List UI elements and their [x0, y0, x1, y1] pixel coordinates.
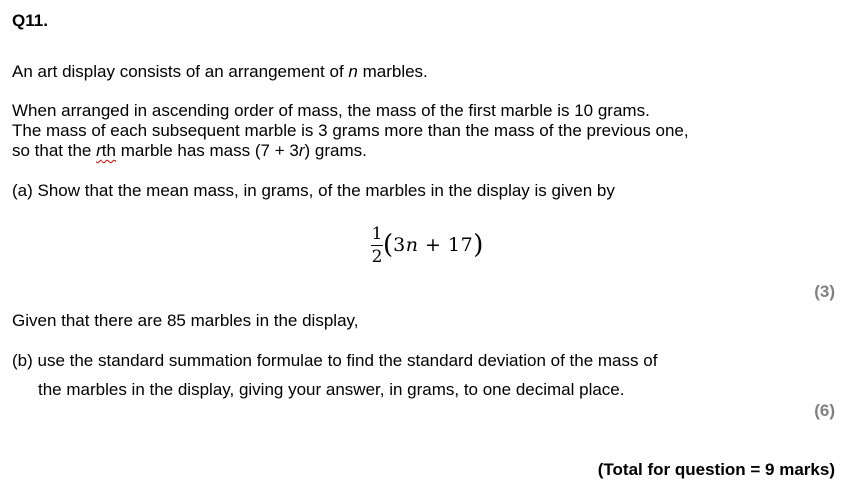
para3-variable-r2: r [298, 141, 305, 160]
para3-variable-r: r [96, 141, 102, 160]
formula-expression [393, 234, 473, 256]
formula-variable-n: n [405, 234, 419, 256]
intro-variable-n: n [348, 62, 358, 81]
marks-part-b: (6) [814, 401, 835, 420]
part-a-text: (a) Show that the mean mass, in grams, of the marbles in the display is given by [12, 181, 615, 200]
para3-before: so that the [12, 141, 97, 160]
intro-before: An art display consists of an arrangement of [12, 62, 349, 81]
paragraph-line-1: When arranged in ascending order of mass, the mass of the first marble is 10 grams. [12, 101, 650, 120]
para3-th: th [101, 141, 116, 160]
intro-after: marbles. [357, 62, 428, 81]
para3-mid: marble has mass (7 + 3 [115, 141, 299, 160]
marks-part-a: (3) [814, 282, 835, 301]
intro-text [12, 62, 428, 82]
formula-coefficient: 3 [393, 234, 406, 256]
formula-open-paren: ( [383, 230, 394, 260]
paragraph-line-2: The mass of each subsequent marble is 3 grams more than the mass of the previous one, [12, 121, 689, 140]
fraction-bar [371, 245, 383, 246]
rth-spellcheck-word [96, 141, 116, 160]
part-b-line-1: (b) use the standard summation formulae to find the standard deviation of the mass of [12, 351, 658, 370]
formula-constant: + 17 [418, 234, 474, 256]
paragraph-line-3 [12, 141, 367, 161]
mean-mass-formula [371, 216, 483, 274]
fraction-numerator: 1 [371, 223, 383, 244]
formula-close-paren: ) [473, 230, 484, 260]
total-marks: (Total for question = 9 marks) [597, 460, 835, 479]
fraction-denominator: 2 [371, 246, 383, 267]
question-number: Q11. [12, 11, 48, 30]
part-b-line-2: the marbles in the display, giving your answer, in grams, to one decimal place. [38, 380, 625, 399]
given-text: Given that there are 85 marbles in the display, [12, 311, 359, 330]
para3-after: ) grams. [304, 141, 367, 160]
fraction-one-half [371, 225, 383, 266]
